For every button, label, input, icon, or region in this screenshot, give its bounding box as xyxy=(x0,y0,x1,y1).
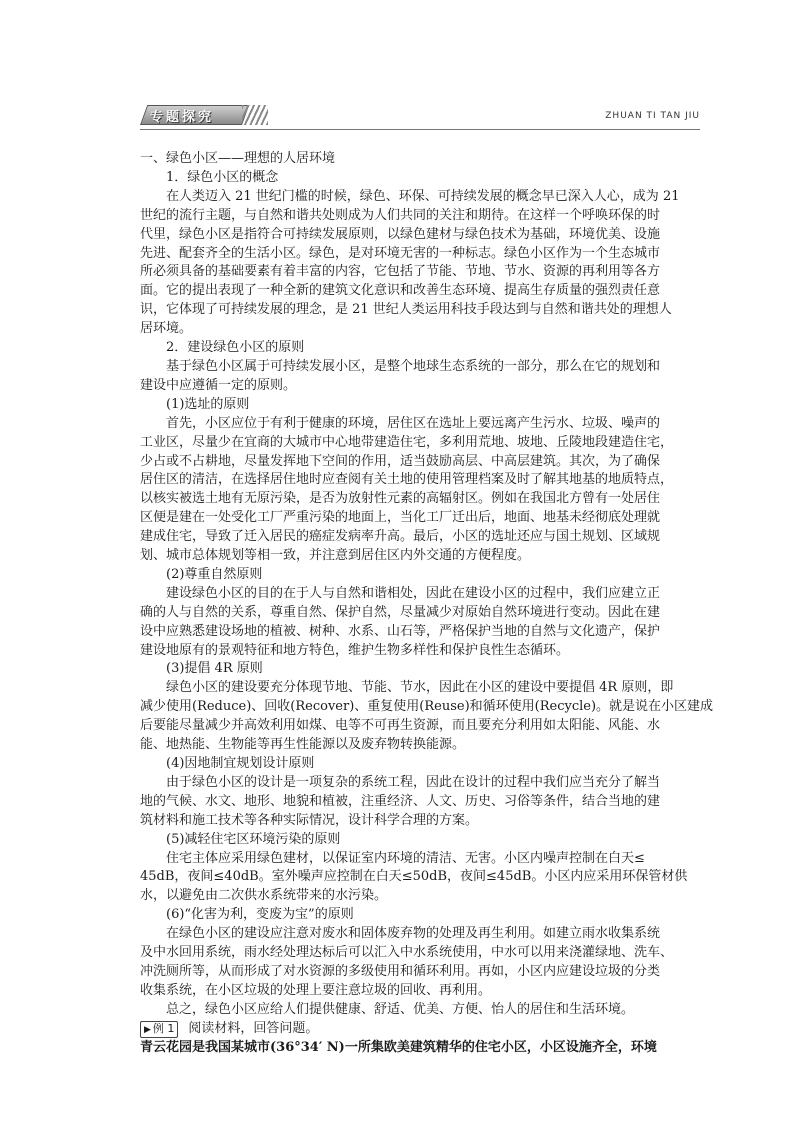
text-line: 地的气候、水文、地形、地貌和植被，注重经济、人文、历史、习俗等条件，结合当地的建 xyxy=(140,793,661,809)
header-tab-label: 专题探究 xyxy=(150,110,215,125)
text-line: 建成住宅，导致了迁入居民的癌症发病率升高。最后，小区的选址还应与国土规划、区域规 xyxy=(140,529,661,545)
text-line: 面。它的提出表现了一种全新的建筑文化意识和改善生态环境、提高生存质量的强烈责任意 xyxy=(140,283,661,299)
subheading-line: 1．绿色小区的概念 xyxy=(166,169,279,185)
section-header xyxy=(140,103,700,129)
example-badge xyxy=(140,1021,178,1038)
text-line: 世纪的流行主题，与自然和谐共处则成为人们共同的关注和期待。在这样一个呼唤环保的时 xyxy=(140,207,661,223)
play-triangle-icon: ▶ xyxy=(144,1024,151,1035)
text-line: 住宅主体应采用绿色建材，以保证室内环境的清洁、无害。小区内噪声控制在白天≤ xyxy=(166,850,645,866)
subheading-line: (5)减轻住宅区环境污染的原则 xyxy=(166,831,341,847)
header-english-title: ZHUAN TI TAN JIU xyxy=(605,111,700,121)
document-body xyxy=(140,150,714,1058)
text-line: 识，它体现了可持续发展的理念，是 21 世纪人类运用科技手段达到与自然和谐共处的理想人 xyxy=(140,302,672,318)
text-line: 及中水回用系统，雨水经处理达标后可以汇入中水系统使用，中水可以用来浇灌绿地、洗车、 xyxy=(140,945,674,961)
text-line: 确的人与自然的关系，尊重自然、保护自然，尽量减少对原始自然环境进行变动。因此在建 xyxy=(140,604,661,620)
text-line: 基于绿色小区属于可持续发展小区，是整个地球生态系统的一部分，那么在它的规划和 xyxy=(166,358,661,374)
example-first-line: 青云花园是我国某城市(36°34′ N)一所集欧美建筑精华的住宅小区，小区设施齐全，环境 xyxy=(140,1039,657,1055)
text-line: 代里，绿色小区是指符合可持续发展原则，以绿色建材与绿色技术为基础，环境优美、设施 xyxy=(140,226,661,242)
text-line: 工业区，尽量少在宜商的大城市中心地带建造住宅，多利用荒地、坡地、丘陵地段建造住宅， xyxy=(140,434,674,450)
heading-line: 一、绿色小区——理想的人居环境 xyxy=(140,151,336,166)
text-line: 45dB，夜间≤40dB。室外噪声应控制在白天≤50dB，夜间≤45dB。小区内应采用环保管材供 xyxy=(140,869,688,885)
subheading-line: (4)因地制宜规划设计原则 xyxy=(166,756,315,771)
text-line: 区便是建在一处受化工厂严重污染的地面上，当化工厂迁出后，地面、地基未经彻底处理就 xyxy=(140,510,661,526)
text-line: 先进、配套齐全的生活小区。绿色，是对环境无害的一种标志。绿色小区作为一个生态城市 xyxy=(140,245,661,261)
text-line: 总之，绿色小区应给人们提供健康、舒适、优美、方便、怡人的居住和生活环境。 xyxy=(166,1001,635,1017)
header-stripes xyxy=(242,105,268,125)
text-line: 所必须具备的基础要素有着丰富的内容，它包括了节能、节地、节水、资源的再利用等各方 xyxy=(140,264,661,280)
text-line: 以核实被选土地有无原污染，是否为放射性元素的高辐射区。例如在我国北方曾有一处居住 xyxy=(140,491,661,507)
text-line: 建设中应遵循一定的原则。 xyxy=(140,377,297,393)
text-line: 居环境。 xyxy=(140,321,193,337)
text-line: 建设绿色小区的目的在于人与自然和谐相处，因此在建设小区的过程中，我们应建立正 xyxy=(166,585,661,601)
text-line: 设中应熟悉建设场地的植被、树种、水系、山石等，严格保护当地的自然与文化遗产，保护 xyxy=(140,623,661,639)
text-line: 在人类迈入 21 世纪门槛的时候，绿色、环保、可持续发展的概念早已深入人心，成为 21 xyxy=(166,188,680,204)
text-line: 首先，小区应位于有利于健康的环境，居住区在选址上要远离产生污水、垃圾、噪声的 xyxy=(166,415,661,431)
subheading-line: (6)“化害为利，变废为宝”的原则 xyxy=(166,907,354,923)
text-line: 在绿色小区的建设应注意对废水和固体废弃物的处理及再生利用。如建立雨水收集系统 xyxy=(166,926,661,942)
text-line: 减少使用(Reduce)、回收(Recover)、重复使用(Reuse)和循环使用(Recycle)。就是说在小区建成 xyxy=(140,699,714,715)
text-line: 水，以避免由二次供水系统带来的水污染。 xyxy=(140,888,388,904)
subheading-line: (1)选址的原则 xyxy=(166,396,250,412)
text-line: 划、城市总体规划等相一致，并注意到居住区内外交通的方便程度。 xyxy=(140,548,531,564)
subheading-line: (2)尊重自然原则 xyxy=(166,566,263,582)
text-line: 收集系统，在小区垃圾的处理上要注意垃圾的回收、再利用。 xyxy=(140,982,492,998)
example-prompt: 阅读材料，回答问题。 xyxy=(188,1020,319,1036)
example-badge-label: 例 1 xyxy=(152,1021,175,1035)
text-line: 绿色小区的建设要充分体现节地、节能、节水，因此在小区的建设中要提倡 4R 原则，即 xyxy=(166,680,674,696)
text-line: 居住区的清洁，在选择居住地时应查阅有关土地的使用管理档案及时了解其地基的地质特点， xyxy=(140,472,674,488)
text-line: 少占或不占耕地，尽量发挥地下空间的作用，适当鼓励高层、中高层建筑。其次，为了确保 xyxy=(140,453,661,469)
text-line: 建设地原有的景观特征和地方特色，维护生物多样性和保护良性生态循环。 xyxy=(140,642,570,658)
text-line: 能、地热能、生物能等再生性能源以及废弃物转换能源。 xyxy=(140,737,466,753)
subheading-line: (3)提倡 4R 原则 xyxy=(166,661,263,677)
text-line: 后要能尽量减少并高效利用如煤、电等不可再生资源，而且要充分利用如太阳能、风能、水 xyxy=(140,718,661,734)
text-line: 冲洗厕所等，从而形成了对水资源的多级使用和循环利用。再如，小区内应建设垃圾的分类 xyxy=(140,963,661,979)
subheading-line: 2．建设绿色小区的原则 xyxy=(166,340,305,356)
text-line: 筑材料和施工技术等各种实际情况，设计科学合理的方案。 xyxy=(140,812,479,828)
text-line: 由于绿色小区的设计是一项复杂的系统工程，因此在设计的过程中我们应当充分了解当 xyxy=(166,774,661,790)
example-line xyxy=(140,1020,680,1039)
